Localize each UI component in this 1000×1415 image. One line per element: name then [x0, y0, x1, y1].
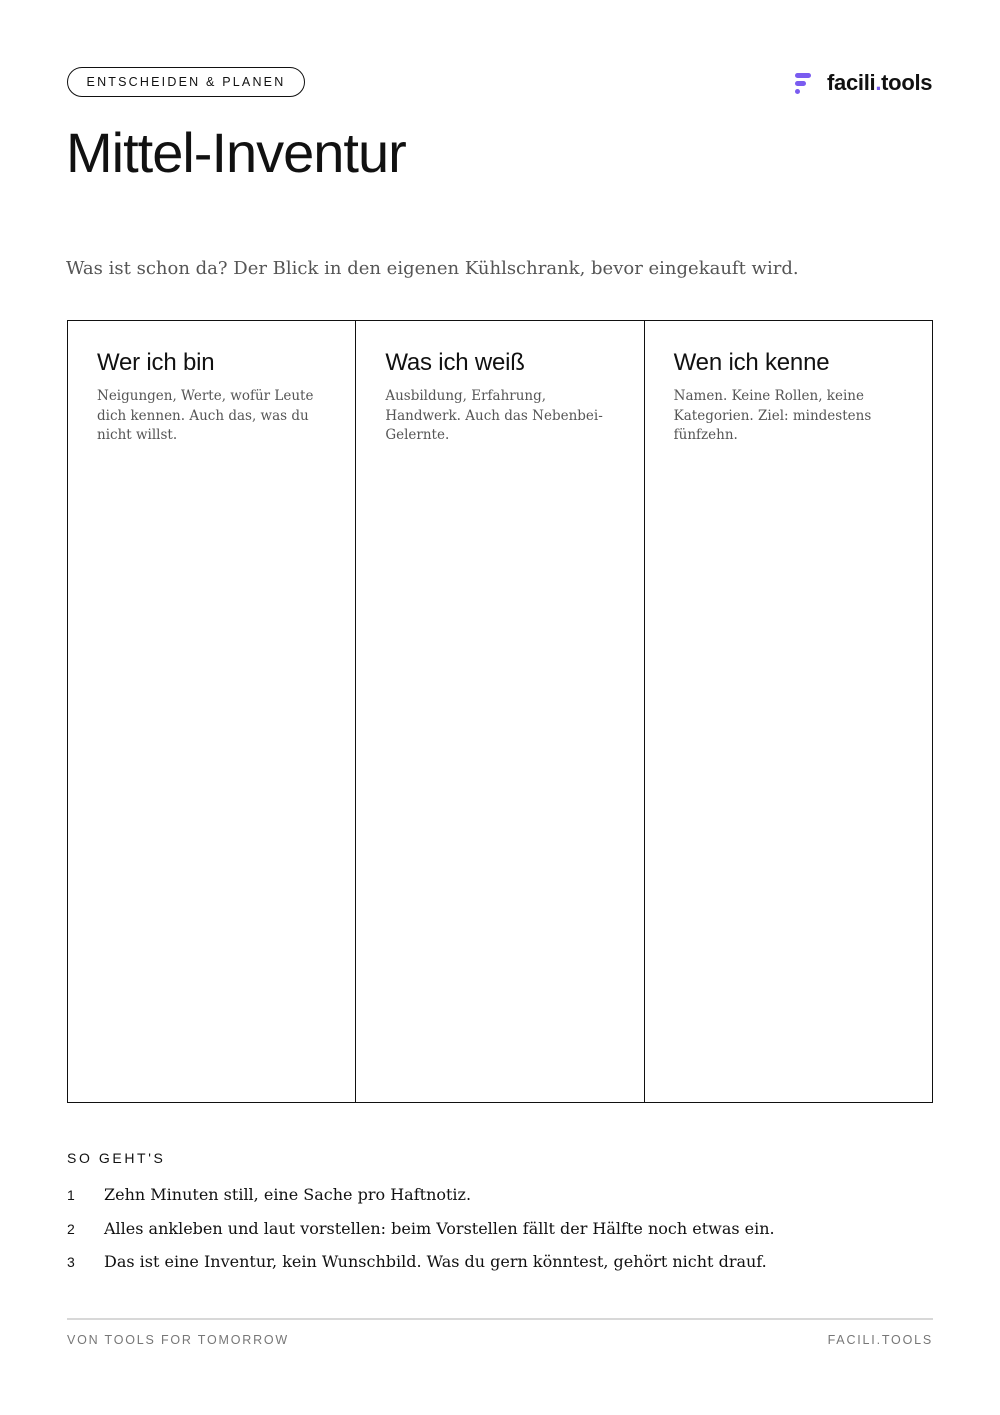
- step-number: 1: [67, 1187, 75, 1203]
- page-title: Mittel-Inventur: [66, 121, 406, 184]
- logo-tld: tools: [881, 70, 933, 95]
- column-hint: Ausbildung, Erfahrung, Handwerk. Auch das Nebenbei-Gelernte.: [385, 388, 603, 443]
- page-subtitle: Was ist schon da? Der Blick in den eigenen Kühlschrank, bevor eingekauft wird.: [66, 258, 799, 279]
- column-heading: Was ich weiß: [385, 349, 525, 376]
- step-text: Das ist eine Inventur, kein Wunschbild. Was du gern könntest, gehört nicht drauf.: [104, 1252, 767, 1271]
- logo-wordmark: [827, 70, 932, 96]
- logo-bars-icon: [795, 72, 813, 94]
- step-item: [67, 1185, 775, 1219]
- step-item: [67, 1219, 775, 1253]
- column-hint: Namen. Keine Rollen, keine Kategorien. Ziel: mindestens fünfzehn.: [673, 388, 872, 443]
- brand-logo: [795, 70, 932, 96]
- step-text: Zehn Minuten still, eine Sache pro Haftnotiz.: [104, 1185, 472, 1204]
- logo-dot: .: [875, 70, 882, 95]
- step-item: [67, 1252, 775, 1286]
- column-heading: Wen ich kenne: [673, 349, 830, 376]
- step-number: 3: [67, 1254, 75, 1270]
- logo-name-part: facili: [827, 70, 876, 95]
- column-wer-ich-bin: [68, 321, 356, 1102]
- column-was-ich-weiss: [356, 321, 644, 1102]
- howto-steps: [67, 1185, 775, 1286]
- footer-credit: VON TOOLS FOR TOMORROW: [67, 1333, 290, 1347]
- howto-title: SO GEHT'S: [67, 1150, 166, 1166]
- column-hint: Neigungen, Werte, wofür Leute dich kennen. Auch das, was du nicht willst.: [97, 388, 314, 443]
- category-badge: ENTSCHEIDEN & PLANEN: [67, 67, 305, 97]
- column-wen-ich-kenne: [645, 321, 932, 1102]
- step-number: 2: [67, 1220, 75, 1237]
- footer-site: FACILI.TOOLS: [827, 1333, 933, 1347]
- step-text: Alles ankleben und laut vorstellen: beim Vorstellen fällt der Hälfte noch etwas ein.: [104, 1218, 775, 1238]
- inventory-grid: [67, 320, 933, 1103]
- footer-divider: [67, 1318, 933, 1320]
- column-heading: Wer ich bin: [97, 349, 215, 376]
